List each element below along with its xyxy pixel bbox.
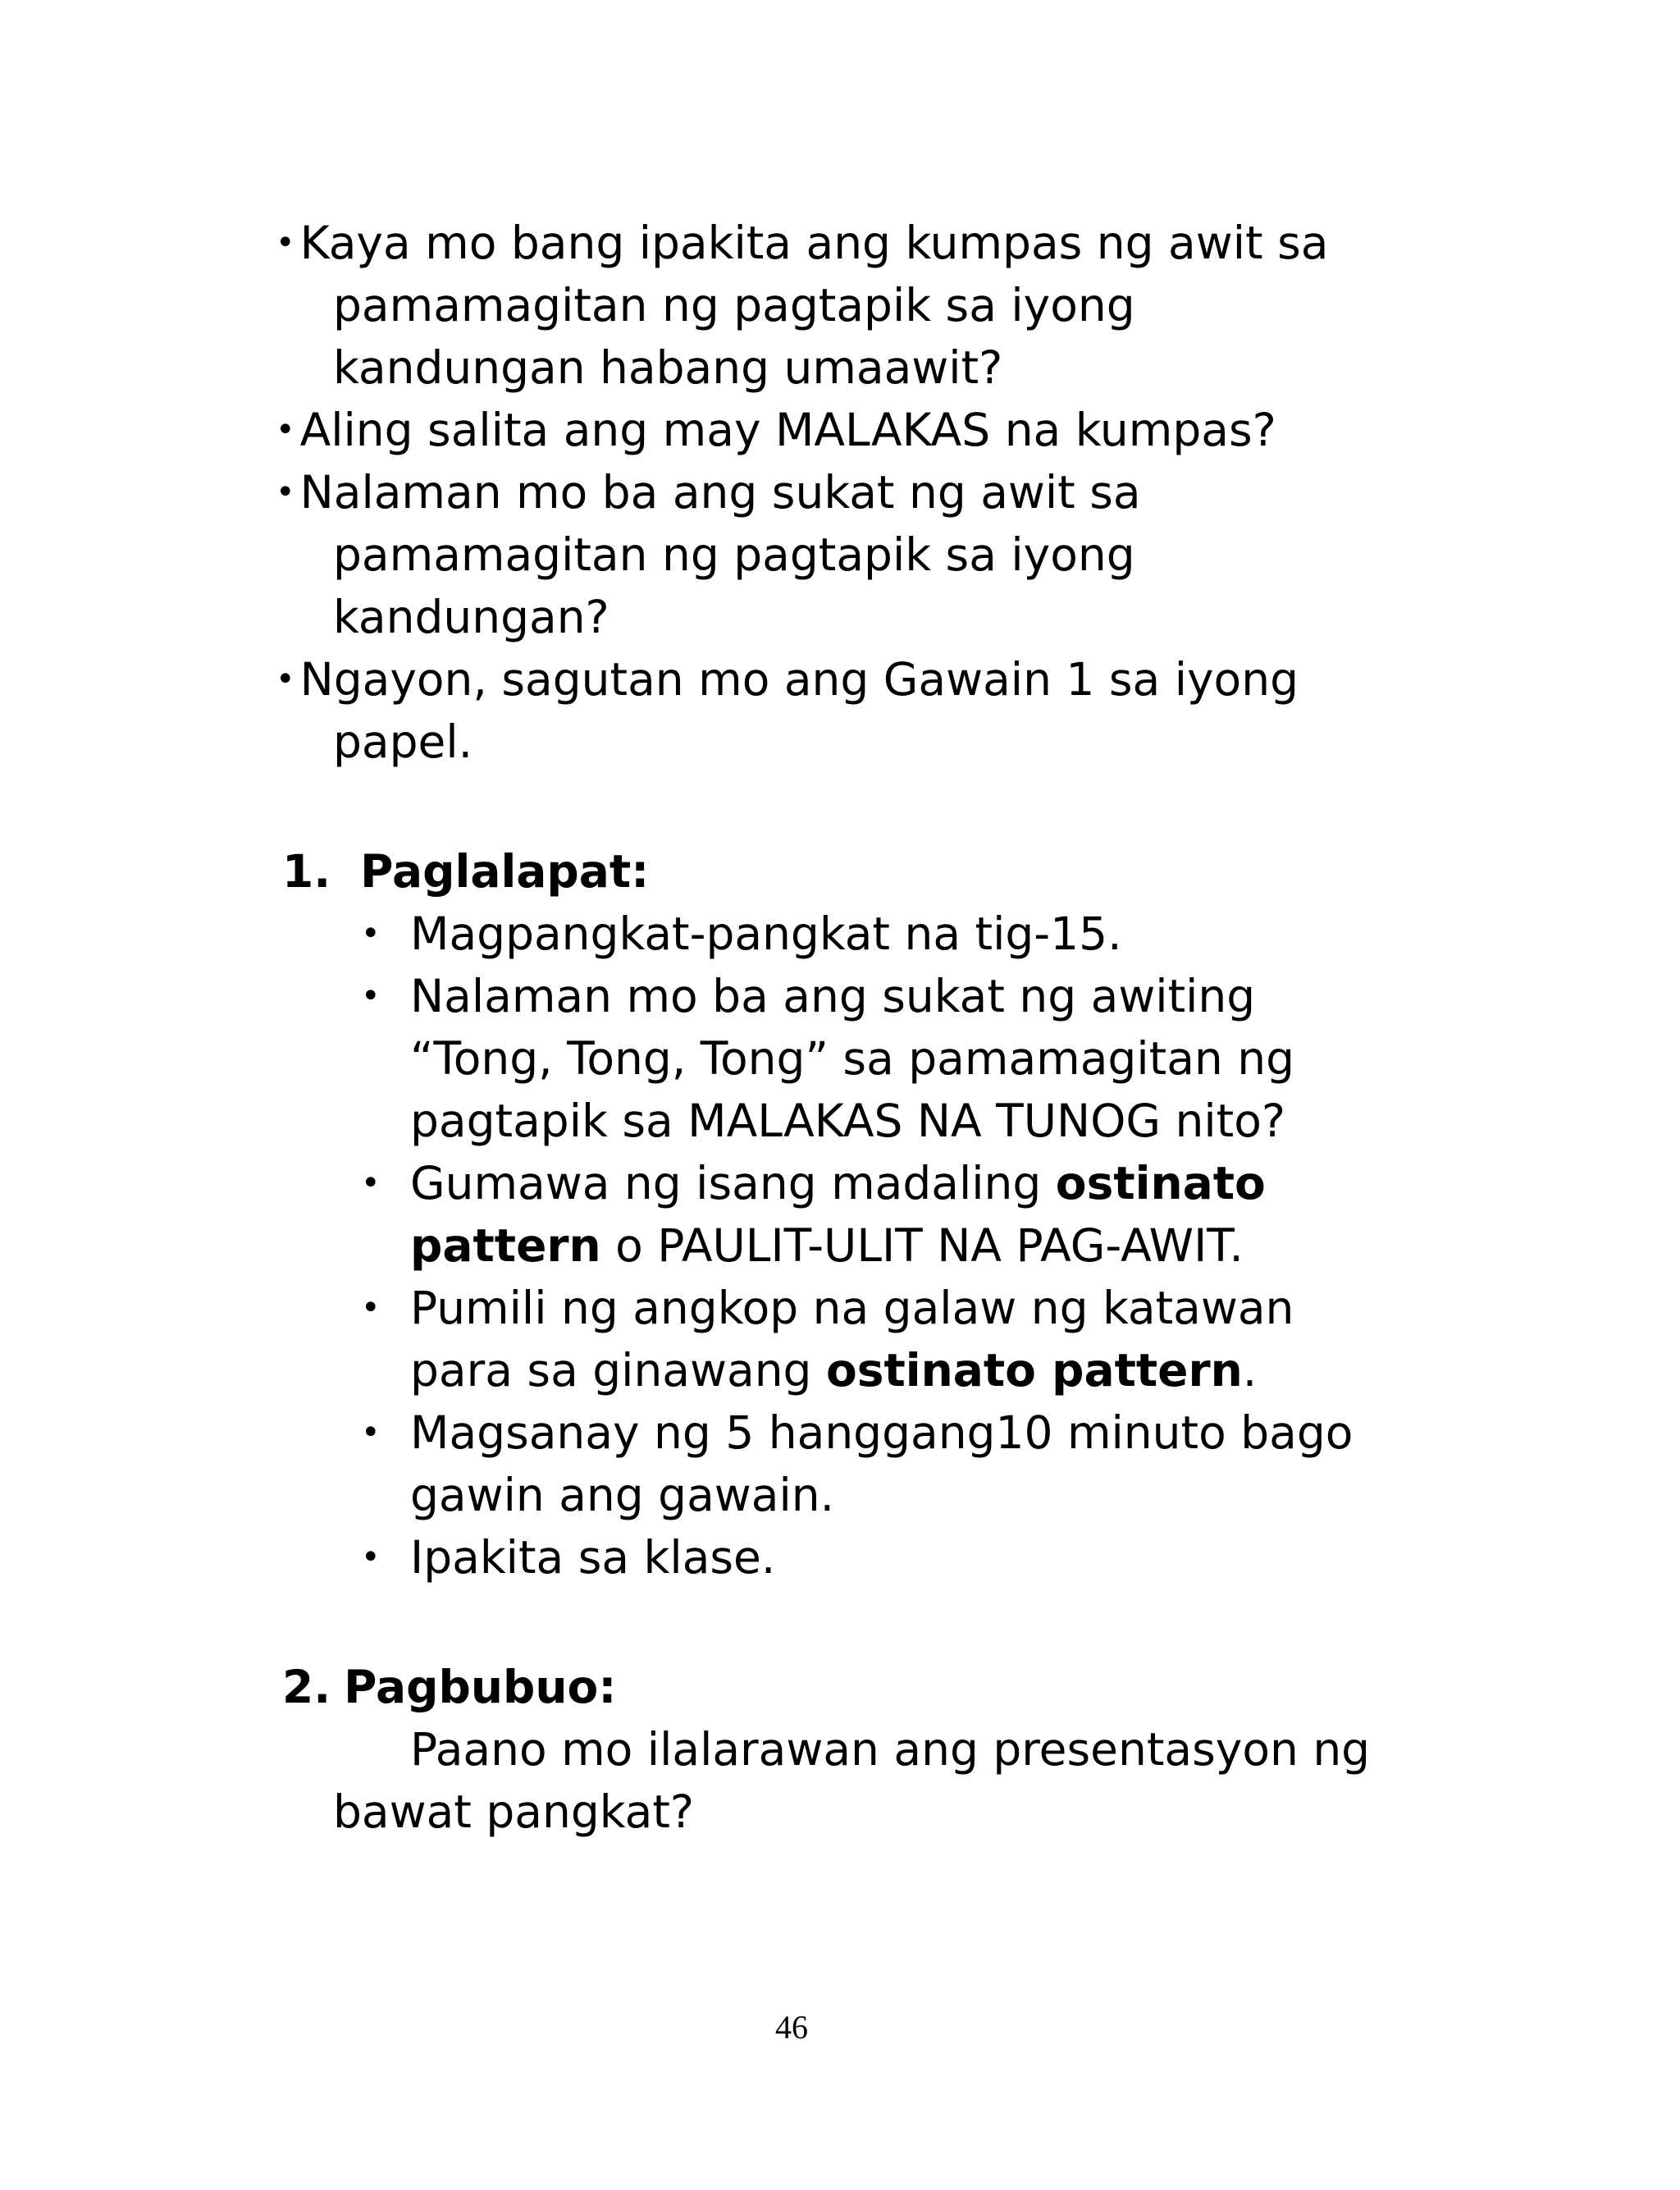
intro-bullet-4-line-2: papel. <box>333 716 473 768</box>
bullet-icon: • <box>361 1414 381 1452</box>
bullet-icon: • <box>361 1164 381 1202</box>
ostinato-term: ostinato <box>1055 1157 1266 1209</box>
intro-bullet-4-line-1: • Ngayon, sagutan mo ang Gawain 1 sa iyong <box>276 648 1299 711</box>
section-1-number: 1. <box>282 845 331 898</box>
intro-bullet-1-line-2: pamamagitan ng pagtapik sa iyong <box>333 279 1135 331</box>
intro-bullet-2-line-1: • Aling salita ang may MALAKAS na kumpas? <box>276 399 1276 461</box>
bullet-icon: • <box>361 1538 381 1576</box>
bullet-icon: • <box>361 977 381 1015</box>
section-1-item-5-line-1: Magsanay ng 5 hanggang10 minuto bago <box>410 1406 1354 1459</box>
section-1-item-6: Ipakita sa klase. <box>410 1531 776 1584</box>
section-2-title: Pagbubuo: <box>344 1661 617 1713</box>
intro-bullet-1-line-1: • Kaya mo bang ipakita ang kumpas ng awit sa <box>276 212 1328 274</box>
bullet-icon: • <box>276 411 295 449</box>
bullet-icon: • <box>276 661 295 698</box>
bullet-icon: • <box>361 915 381 953</box>
section-2-number: 2. <box>282 1661 331 1713</box>
section-1-title: Paglalapat: <box>360 845 650 898</box>
bullet-icon: • <box>361 1289 381 1327</box>
section-1-item-2-line-3: pagtapik sa MALAKAS NA TUNOG nito? <box>410 1095 1286 1147</box>
intro-bullet-3-line-3: kandungan? <box>333 591 609 643</box>
section-1-item-4-line-1: Pumili ng angkop na galaw ng katawan <box>410 1282 1294 1334</box>
section-2-line-2: bawat pangkat? <box>333 1785 695 1838</box>
section-1-item-4-line-2: para sa ginawang ostinato pattern. <box>410 1344 1258 1397</box>
section-1-item-5-line-2: gawin ang gawain. <box>410 1469 835 1521</box>
section-2-heading <box>282 1656 616 1718</box>
section-1-item-2-line-2: “Tong, Tong, Tong” sa pamamagitan ng <box>410 1032 1295 1085</box>
section-1-heading <box>282 840 649 903</box>
bullet-icon: • <box>276 224 295 262</box>
intro-bullet-1-line-3: kandungan habang umaawit? <box>333 341 1003 394</box>
intro-bullet-3-line-1: • Nalaman mo ba ang sukat ng awit sa <box>276 461 1141 523</box>
section-1-item-1: Magpangkat-pangkat na tig-15. <box>410 908 1122 960</box>
section-1-item-3-line-2: pattern o PAULIT-ULIT NA PAG-AWIT. <box>410 1219 1244 1272</box>
section-1-item-3-line-1: Gumawa ng isang madaling ostinato <box>410 1157 1266 1209</box>
bullet-icon: • <box>276 473 295 511</box>
section-1-item-2-line-1: Nalaman mo ba ang sukat ng awiting <box>410 970 1256 1022</box>
ostinato-pattern-term: ostinato pattern <box>825 1344 1243 1397</box>
section-2-line-1: Paano mo ilalarawan ang presentasyon ng <box>410 1723 1371 1776</box>
page-number: 46 <box>775 2009 808 2046</box>
intro-bullet-3-line-2: pamamagitan ng pagtapik sa iyong <box>333 528 1135 581</box>
pattern-term: pattern <box>410 1219 601 1272</box>
